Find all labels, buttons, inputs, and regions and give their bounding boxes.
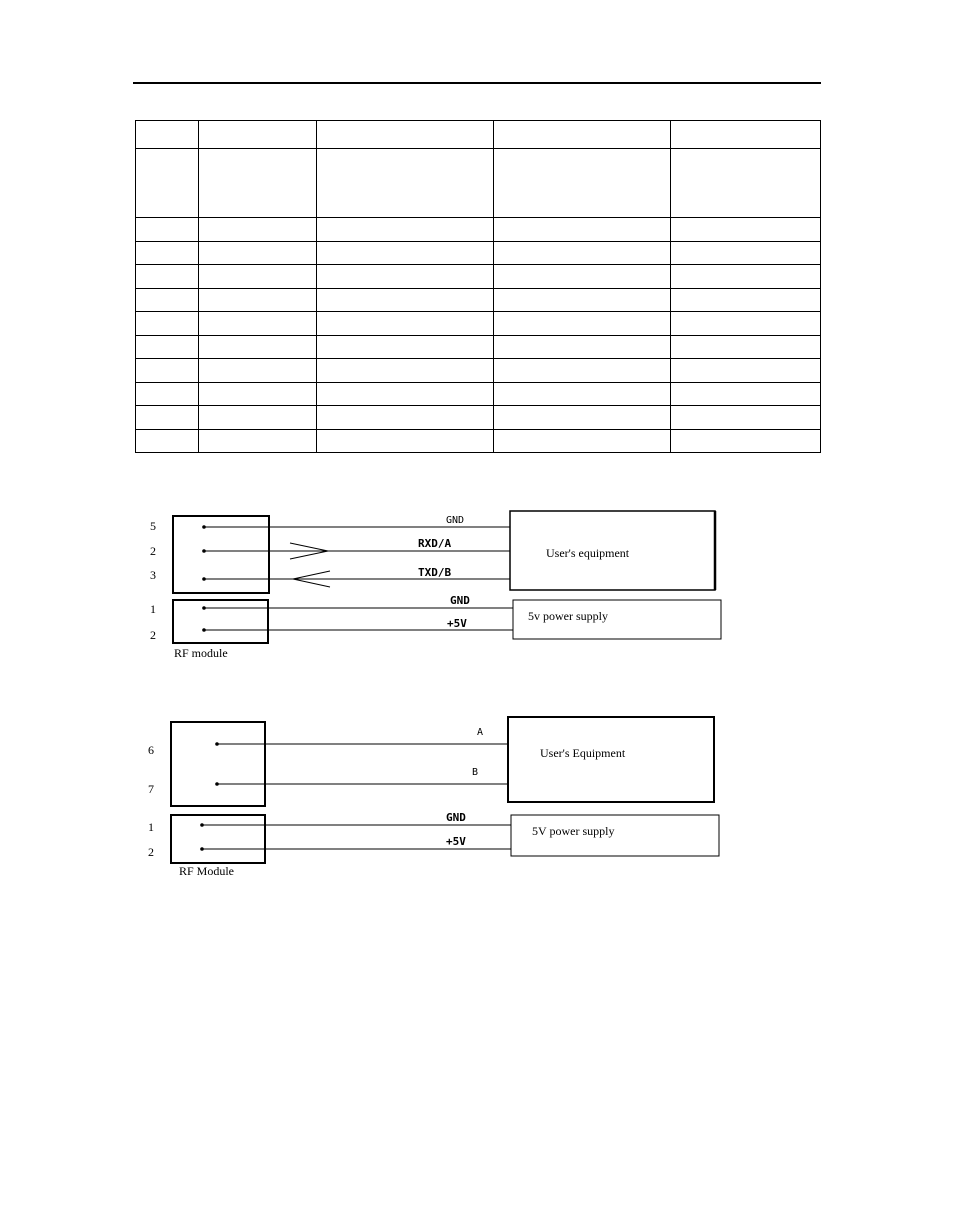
signal-label: GND [450, 594, 470, 607]
equipment-label: User's Equipment [540, 746, 626, 760]
module-label: RF module [174, 646, 228, 660]
equipment-label: User's equipment [546, 546, 630, 560]
module-label: RF Module [179, 864, 235, 878]
pin-label: 6 [148, 743, 154, 757]
power-supply-label: 5v power supply [528, 609, 608, 623]
diagram-485 [148, 717, 719, 878]
signal-label: GND [446, 811, 466, 824]
pin-label: 7 [148, 782, 154, 796]
rf-module-power-block [173, 600, 268, 643]
pin-label: 2 [150, 544, 156, 558]
pin-label: 2 [150, 628, 156, 642]
pin-label: 5 [150, 519, 156, 533]
signal-label: +5V [447, 617, 467, 630]
signal-label: B [472, 767, 479, 778]
diagram-ttl [150, 511, 721, 660]
power-supply-label: 5V power supply [532, 824, 615, 838]
pin-label: 1 [148, 820, 154, 834]
signal-label: +5V [446, 835, 466, 848]
rf-module-signal-block [171, 722, 265, 806]
signal-label: A [477, 727, 484, 738]
signal-label: TXD/B [418, 566, 452, 579]
signal-label: GND [446, 515, 465, 526]
rf-module-power-block [171, 815, 265, 863]
signal-label: RXD/A [418, 537, 452, 550]
pin-label: 1 [150, 602, 156, 616]
pin-label: 3 [150, 568, 156, 582]
pin-label: 2 [148, 845, 154, 859]
rf-module-signal-block [173, 516, 269, 593]
